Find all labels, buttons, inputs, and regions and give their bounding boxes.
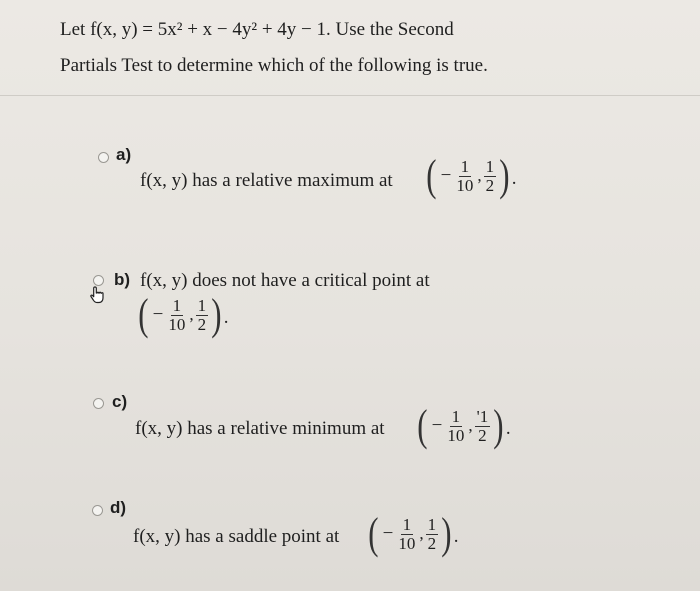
option-d-point [366, 509, 459, 558]
question-divider [0, 95, 700, 96]
fraction-y-denominator: 2 [427, 533, 437, 553]
fraction-x [454, 158, 475, 195]
fraction-y [475, 408, 491, 445]
minus-sign: − [440, 165, 452, 186]
period: . [223, 307, 229, 328]
period: . [453, 526, 459, 547]
comma: , [477, 166, 482, 185]
fraction-x-denominator: 10 [168, 314, 186, 334]
left-paren: ( [417, 401, 428, 450]
option-d-letter: d) [110, 498, 127, 517]
option-b-radio[interactable] [93, 275, 104, 286]
fraction-y-numerator: '1 [476, 406, 489, 426]
fraction-y-numerator: 1 [485, 156, 495, 176]
fraction-y-denominator: 2 [485, 175, 495, 195]
fraction-x-numerator: 1 [451, 406, 461, 426]
fraction-x [445, 408, 466, 445]
fraction-x-denominator: 10 [447, 425, 465, 445]
option-a-text: f(x, y) has a relative maximum at [140, 170, 393, 191]
fraction-y [484, 158, 497, 195]
option-d-radio[interactable] [92, 505, 103, 516]
fraction-y [426, 516, 439, 553]
right-paren: ) [441, 509, 452, 558]
fraction-x [166, 297, 187, 334]
comma: , [189, 305, 194, 324]
option-b-letter: b) [114, 270, 131, 289]
fraction-y-numerator: 1 [427, 514, 437, 534]
option-b-text: f(x, y) does not have a critical point at [140, 270, 430, 291]
fraction-x [396, 516, 417, 553]
left-paren: ( [138, 290, 149, 339]
question-line-1: Let f(x, y) = 5x² + x − 4y² + 4y − 1. Use the Second [60, 19, 454, 40]
fraction-y-denominator: 2 [478, 425, 487, 445]
comma: , [419, 524, 424, 543]
right-paren: ) [211, 290, 222, 339]
option-c-text: f(x, y) has a relative minimum at [135, 418, 385, 439]
question-text [60, 12, 660, 84]
period: . [505, 418, 511, 439]
question-line-2: Partials Test to determine which of the following is true. [60, 55, 488, 76]
minus-sign: − [382, 523, 394, 544]
fraction-x-numerator: 1 [402, 514, 412, 534]
fraction-y-numerator: 1 [197, 295, 207, 315]
right-paren: ) [493, 401, 504, 450]
fraction-x-numerator: 1 [460, 156, 470, 176]
left-paren: ( [426, 151, 437, 200]
hand-pointer-icon [89, 286, 105, 304]
minus-sign: − [152, 304, 164, 325]
option-a-letter: a) [116, 145, 132, 164]
option-c-letter: c) [112, 392, 128, 411]
option-a-point [424, 151, 517, 200]
option-a-radio[interactable] [98, 152, 109, 163]
option-b-point [136, 290, 229, 339]
fraction-x-denominator: 10 [398, 533, 416, 553]
fraction-x-denominator: 10 [456, 175, 474, 195]
minus-sign: − [431, 415, 443, 436]
comma: , [468, 416, 473, 435]
option-d-text: f(x, y) has a saddle point at [133, 526, 340, 547]
right-paren: ) [499, 151, 510, 200]
fraction-y-denominator: 2 [197, 314, 207, 334]
option-c-radio[interactable] [93, 398, 104, 409]
period: . [511, 168, 517, 189]
left-paren: ( [368, 509, 379, 558]
fraction-x-numerator: 1 [172, 295, 182, 315]
option-c-point [415, 401, 511, 450]
fraction-y [196, 297, 209, 334]
